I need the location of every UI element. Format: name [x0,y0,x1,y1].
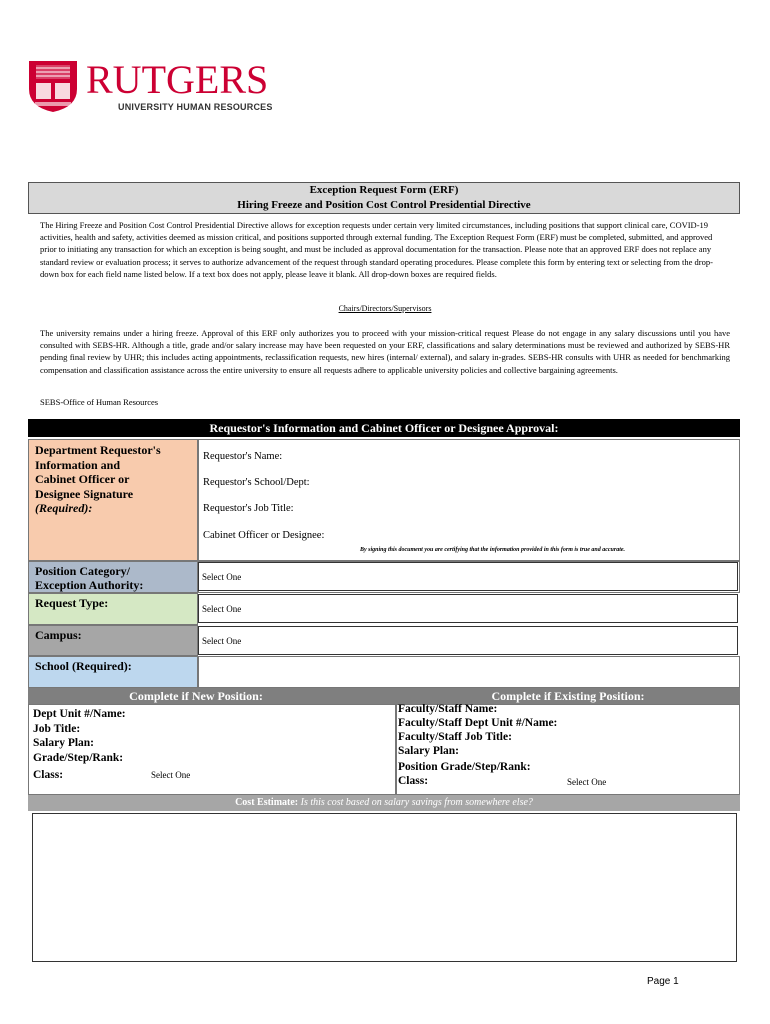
existing-position-fields [398,702,557,788]
form-subtitle: Hiring Freeze and Position Cost Control Presidential Directive [237,199,531,211]
exception-authority-label: Exception Authority: [35,578,144,592]
campus-cell [28,625,198,656]
dept-label-line: Information and [35,457,121,472]
request-type-label: Request Type: [35,596,109,610]
campus-select[interactable]: Select One [198,626,738,655]
staff-name-label[interactable]: Faculty/Staff Name: [398,703,498,715]
requestor-section-bar: Requestor's Information and Cabinet Officer or Designee Approval: [28,419,740,437]
cost-estimate-question: Is this cost based on salary savings from somewhere else? [300,797,533,808]
chairs-heading: Chairs/Directors/Supervisors [338,304,432,313]
new-class-select[interactable]: Select One [151,770,191,780]
dept-label-line: (Required): [35,501,93,515]
page-number: Page 1 [647,976,679,987]
cost-estimate-input[interactable] [32,813,737,962]
new-dept-unit-label[interactable]: Dept Unit #/Name: [33,708,126,720]
department-requestor-cell [28,439,198,561]
position-category-cell [28,561,198,593]
cabinet-officer-label: Cabinet Officer or Designee: [203,530,325,541]
form-title: Exception Request Form (ERF) [309,184,459,196]
new-job-title-label[interactable]: Job Title: [33,722,81,735]
new-position-fields [33,707,126,765]
new-grade-label[interactable]: Grade/Step/Rank: [33,751,124,764]
cost-estimate-bar [28,795,740,811]
dept-label-line: Department Requestor's [35,443,161,457]
request-type-cell [28,593,198,625]
university-paragraph: The university remains under a hiring freeze. Approval of this ERF only authorizes you to proceed with your mission-critical request Please do not engage in any salary discussions until you have consulted with SEBS-HR. Although a title, grade and/or salary increase may have been requested on your ERF, classifications and salary determinations must be reviewed and authorized by SEBS-HR pending final review by UHR; this includes acting appointments, reclassification requests, new hires (internal/ external), and salary in-grades. SEBS-HR consults with UHR as needed for benchmarking compensation and classification assistance across the entire university to ensure all requests adhere to applicable university policies and collective bargaining agreements. [40,328,730,375]
staff-job-title-label[interactable]: Faculty/Staff Job Title: [398,731,512,743]
sebs-office: SEBS-Office of Human Resources [40,397,159,407]
new-class-label: Class: [33,769,64,781]
school-label: School (Required): [35,659,132,673]
rutgers-shield-logo [27,59,79,113]
certify-note: By signing this document you are certifying that the information provided in this form is true and accurate. [360,547,626,553]
requestor-school-label: Requestor's School/Dept: [203,477,310,488]
rutgers-wordmark: RUTGERS [86,57,269,102]
school-input[interactable] [198,656,740,688]
dept-label-line: Cabinet Officer or [35,472,130,486]
position-category-label: Position Category/ [35,564,130,578]
intro-paragraph: The Hiring Freeze and Position Cost Control Presidential Directive allows for exception requests under certain very limited circumstances, including positions that support clinical care, COVID-19 activities, health and safety, activities deemed as mission critical, and positions supported through external funding. The Exception Request Form (ERF) must be completed, submitted, and approved prior to initiating any transaction for which an exception is being sought, and must be included as approval documentation for the transaction. Please note that an approved ERF does not replace any standard review or evaluation process; it serves to authorize advancement of the request through standard operating procedures. Please complete this form by entering text or selecting from the drop-down box for each field name listed below. If a text box does not apply, please leave it blank. All drop-down boxes are required fields. [40,220,713,279]
new-salary-plan-label[interactable]: Salary Plan: [33,737,95,749]
existing-salary-plan-label[interactable]: Salary Plan: [398,745,460,757]
existing-class-select[interactable]: Select One [567,777,607,787]
campus-label: Campus: [35,628,82,642]
requestor-job-label: Requestor's Job Title: [203,503,294,514]
requestor-name-label: Requestor's Name: [203,451,283,462]
existing-position-title: Complete if Existing Position: [491,689,645,703]
new-position-title: Complete if New Position: [129,689,263,703]
form-header [28,182,740,214]
uhr-subtitle: UNIVERSITY HUMAN RESOURCES [118,102,273,112]
position-category-select[interactable]: Select One [198,562,738,591]
cost-estimate-label: Cost Estimate: [235,797,299,808]
school-cell [28,656,198,688]
request-type-select[interactable]: Select One [198,594,738,623]
staff-dept-unit-label[interactable]: Faculty/Staff Dept Unit #/Name: [398,717,558,729]
dept-label-line: Designee Signature [35,486,134,501]
position-grade-label[interactable]: Position Grade/Step/Rank: [398,761,531,773]
existing-class-label: Class: [398,775,429,787]
